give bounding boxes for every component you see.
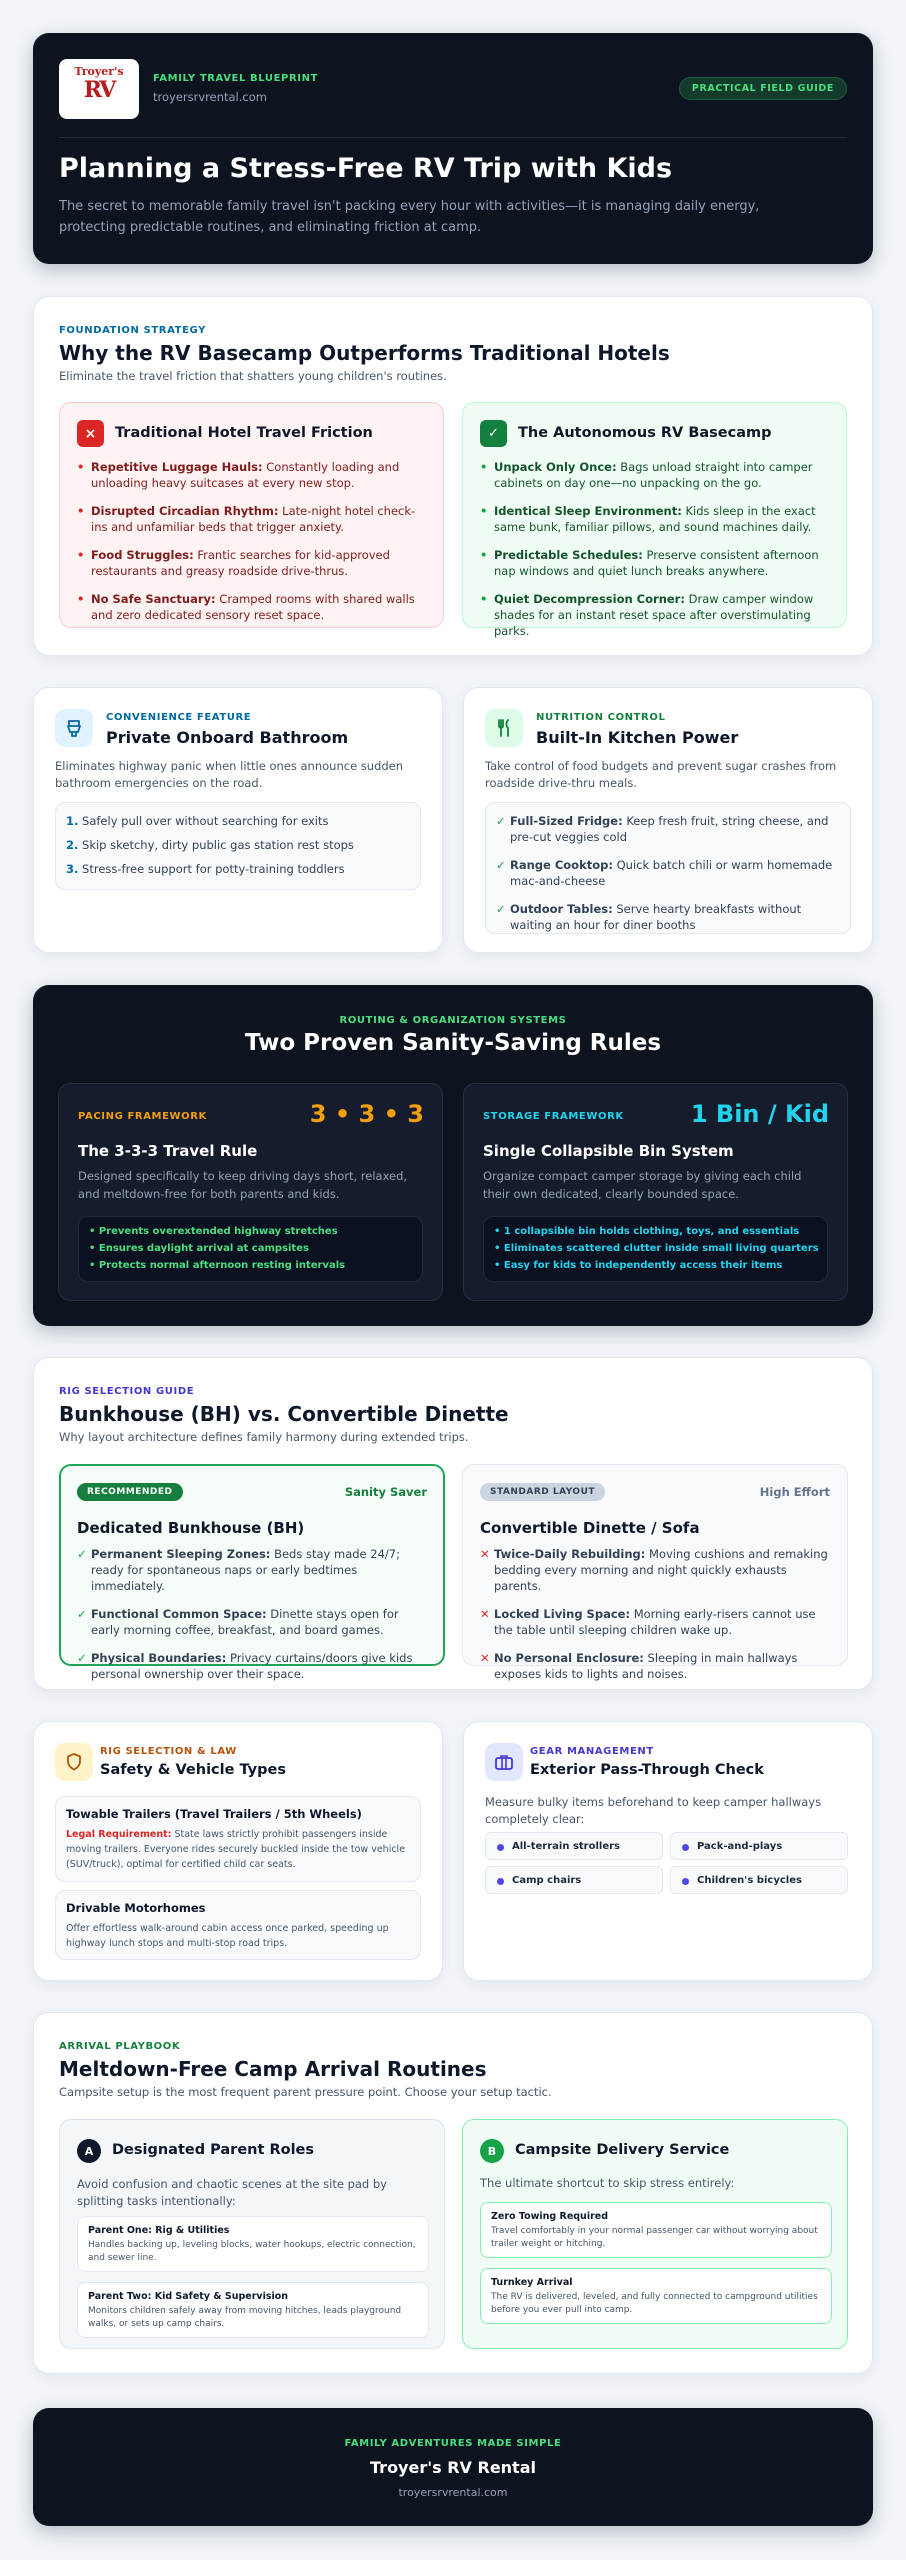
foundation-subtitle: Eliminate the travel friction that shatters young children's routines. bbox=[59, 369, 447, 383]
list-item: • 1 collapsible bin holds clothing, toys, and essentials bbox=[494, 1226, 800, 1237]
field-guide-badge: PRACTICAL FIELD GUIDE bbox=[679, 77, 847, 100]
list-item: • No Safe Sanctuary: Cramped rooms with shared walls and zero dedicated sensory reset space. bbox=[77, 591, 429, 623]
kitchen-title: Built-In Kitchen Power bbox=[536, 728, 739, 747]
pacing-eyebrow: PACING FRAMEWORK bbox=[78, 1111, 207, 1122]
page-title: Planning a Stress-Free RV Trip with Kids bbox=[59, 153, 673, 184]
pacing-title: The 3-3-3 Travel Rule bbox=[78, 1142, 258, 1160]
footer-site-link[interactable]: troyersrvrental.com bbox=[398, 2486, 508, 2499]
rv-basecamp-card bbox=[462, 402, 847, 638]
hotel-friction-card bbox=[59, 402, 444, 628]
list-item: • Prevents overextended highway stretches bbox=[89, 1226, 338, 1237]
parent-two-title: Parent Two: Kid Safety & Supervision bbox=[88, 2291, 289, 2302]
foundation-eyebrow: FOUNDATION STRATEGY bbox=[59, 325, 206, 336]
list-item: • Food Struggles: Frantic searches for kid-approved restaurants and greasy roadside drive-thrus. bbox=[77, 547, 429, 579]
dinette-card bbox=[462, 1464, 848, 1681]
delivery-desc: The ultimate shortcut to skip stress entirely: bbox=[480, 2176, 735, 2190]
parent-one-text: Handles backing up, leveling blocks, water hookups, electric connection, and sewer line. bbox=[88, 2240, 416, 2263]
towable-text: Legal Requirement: State laws strictly prohibit passengers inside moving trailers. Everyone rides securely buckled inside the tow vehicle (SUV/truck), optimal for certified child car seats. bbox=[66, 1829, 406, 1870]
storage-eyebrow: STORAGE FRAMEWORK bbox=[483, 1111, 624, 1122]
bunk-eyebrow: RIG SELECTION GUIDE bbox=[59, 1386, 195, 1397]
rules-title: Two Proven Sanity-Saving Rules bbox=[244, 1030, 662, 1056]
list-item: • Eliminates scattered clutter inside small living quarters bbox=[494, 1243, 819, 1254]
rv-card-title: The Autonomous RV Basecamp bbox=[518, 425, 772, 441]
gear-desc: Measure bulky items beforehand to keep camper hallways completely clear: bbox=[485, 1795, 822, 1826]
pacing-card bbox=[58, 1083, 443, 1301]
delivery-title: Campsite Delivery Service bbox=[515, 2142, 730, 2158]
hotel-card-title: Traditional Hotel Travel Friction bbox=[115, 425, 373, 441]
list-item: ✓ Outdoor Tables: Serve hearty breakfasts without waiting an hour for diner booths bbox=[496, 901, 841, 933]
list-item: ✕ No Personal Enclosure: Sleeping in main hallways exposes kids to lights and noises. bbox=[480, 1650, 832, 1682]
bunk-title: Bunkhouse (BH) vs. Convertible Dinette bbox=[59, 1402, 509, 1426]
footer-eyebrow: FAMILY ADVENTURES MADE SIMPLE bbox=[344, 2438, 562, 2449]
bathroom-desc: Eliminates highway panic when little ones announce sudden bathroom emergencies on the road. bbox=[55, 759, 404, 790]
foundation-section bbox=[33, 296, 873, 656]
list-item: • Ensures daylight arrival at campsites bbox=[89, 1243, 309, 1254]
list-item: • Predictable Schedules: Preserve consistent afternoon nap windows and quiet lunch breaks anywhere. bbox=[480, 547, 832, 579]
storage-card bbox=[463, 1083, 848, 1301]
zero-towing-text: Travel comfortably in your normal passenger car without worrying about trailer weight or hitching. bbox=[491, 2226, 818, 2249]
list-item: • Identical Sleep Environment: Kids sleep in the exact same bunk, familiar pillows, and sound machines daily. bbox=[480, 503, 832, 535]
parent-roles-card bbox=[59, 2119, 445, 2349]
utensils-icon bbox=[485, 709, 523, 747]
close-icon: × bbox=[77, 420, 104, 447]
hero-header bbox=[33, 33, 873, 264]
bathroom-card bbox=[33, 687, 443, 953]
high-effort-tag: High Effort bbox=[759, 1485, 830, 1499]
sanity-saver-tag: Sanity Saver bbox=[344, 1485, 427, 1499]
pacing-big-number: 3 • 3 • 3 bbox=[309, 1100, 424, 1128]
letter-b-icon: B bbox=[480, 2139, 504, 2163]
storage-title: Single Collapsible Bin System bbox=[483, 1142, 734, 1160]
list-item: • Disrupted Circadian Rhythm: Late-night hotel check-ins and unfamiliar beds that trigger anxiety. bbox=[77, 503, 429, 535]
kitchen-eyebrow: NUTRITION CONTROL bbox=[536, 712, 666, 723]
turnkey-title: Turnkey Arrival bbox=[491, 2277, 573, 2288]
recommended-badge: RECOMMENDED bbox=[77, 1483, 183, 1501]
list-item: ✕ Twice-Daily Rebuilding: Moving cushions and remaking bedding every morning and night quickly exhausts parents. bbox=[480, 1546, 832, 1594]
check-icon: ✓ bbox=[480, 420, 507, 447]
list-item: 3. Stress-free support for potty-training toddlers bbox=[66, 862, 345, 876]
parent-one-box bbox=[77, 2216, 429, 2272]
briefcase-icon bbox=[485, 1743, 523, 1781]
safety-eyebrow: RIG SELECTION & LAW bbox=[100, 1746, 237, 1757]
bunkhouse-title: Dedicated Bunkhouse (BH) bbox=[77, 1519, 305, 1537]
gear-chip: Children's bicycles bbox=[670, 1866, 848, 1894]
list-item: • Unpack Only Once: Bags unload straight into camper cabinets on day one—no unpacking on the go. bbox=[480, 459, 832, 491]
bunkhouse-list bbox=[77, 1546, 429, 1694]
list-item: ✓ Full-Sized Fridge: Keep fresh fruit, string cheese, and pre-cut veggies cold bbox=[496, 813, 841, 845]
gear-title: Exterior Pass-Through Check bbox=[530, 1762, 764, 1778]
delivery-service-card bbox=[462, 2119, 848, 2349]
header-divider bbox=[59, 137, 847, 138]
list-item: ✕ Locked Living Space: Morning early-risers cannot use the table until sleeping children wake up. bbox=[480, 1606, 832, 1638]
parent-two-box bbox=[77, 2282, 429, 2338]
parent-two-text: Monitors children safely away from moving hitches, leads playground walks, or sets up camp chairs. bbox=[88, 2306, 402, 2329]
list-item: • Quiet Decompression Corner: Draw camper window shades for an instant reset space after overstimulating parks. bbox=[480, 591, 832, 639]
list-item: • Repetitive Luggage Hauls: Constantly loading and unloading heavy suitcases at every new stop. bbox=[77, 459, 429, 491]
header-site-link[interactable]: troyersrvrental.com bbox=[153, 90, 267, 104]
pacing-desc: Designed specifically to keep driving days short, relaxed, and meltdown-free for both parents and kids. bbox=[78, 1169, 408, 1201]
storage-desc: Organize compact camper storage by giving each child their own dedicated, clearly bounded space. bbox=[483, 1169, 802, 1201]
gear-chip: All-terrain strollers bbox=[485, 1832, 663, 1860]
gear-chip: Camp chairs bbox=[485, 1866, 663, 1894]
arrival-eyebrow: ARRIVAL PLAYBOOK bbox=[59, 2041, 181, 2052]
list-item: 2. Skip sketchy, dirty public gas station rest stops bbox=[66, 838, 354, 852]
toilet-icon bbox=[55, 709, 93, 747]
rv-benefit-list bbox=[480, 459, 832, 651]
footer bbox=[33, 2408, 873, 2526]
roles-title: Designated Parent Roles bbox=[112, 2142, 315, 2158]
zero-towing-box bbox=[480, 2202, 832, 2258]
drivable-text: Offer effortless walk-around cabin access once parked, speeding up highway lunch stops and multi-stop road trips. bbox=[66, 1923, 389, 1949]
bathroom-steps bbox=[55, 802, 421, 890]
roles-desc: Avoid confusion and chaotic scenes at the site pad by splitting tasks intentionally: bbox=[77, 2177, 387, 2208]
pacing-benefits bbox=[78, 1216, 423, 1282]
bathroom-eyebrow: CONVENIENCE FEATURE bbox=[106, 712, 252, 723]
towable-title: Towable Trailers (Travel Trailers / 5th Wheels) bbox=[66, 1807, 362, 1821]
kitchen-card bbox=[463, 687, 873, 953]
bunkhouse-card bbox=[59, 1464, 445, 1681]
gear-chip: Pack-and-plays bbox=[670, 1832, 848, 1860]
gear-card bbox=[463, 1721, 873, 1981]
turnkey-arrival-box bbox=[480, 2268, 832, 2324]
list-item: ✓ Physical Boundaries: Privacy curtains/doors give kids personal ownership over their space. bbox=[77, 1650, 429, 1682]
safety-title: Safety & Vehicle Types bbox=[100, 1762, 286, 1778]
footer-brand: Troyer's RV Rental bbox=[370, 2458, 536, 2477]
storage-big-number: 1 Bin / Kid bbox=[690, 1100, 829, 1128]
zero-towing-title: Zero Towing Required bbox=[491, 2211, 609, 2222]
turnkey-text: The RV is delivered, leveled, and fully connected to campground utilities before you ever pull into camp. bbox=[491, 2292, 818, 2315]
bunkhouse-section bbox=[33, 1357, 873, 1690]
hotel-friction-list bbox=[77, 459, 429, 635]
list-item: ✓ Permanent Sleeping Zones: Beds stay made 24/7; ready for spontaneous naps or early bedtimes immediately. bbox=[77, 1546, 429, 1594]
bunk-subtitle: Why layout architecture defines family harmony during extended trips. bbox=[59, 1430, 469, 1444]
list-item: • Protects normal afternoon resting intervals bbox=[89, 1260, 346, 1271]
list-item: • Easy for kids to independently access their items bbox=[494, 1260, 783, 1271]
standard-layout-badge: STANDARD LAYOUT bbox=[480, 1483, 605, 1501]
dinette-title: Convertible Dinette / Sofa bbox=[480, 1519, 700, 1537]
list-item: 1. Safely pull over without searching for exits bbox=[66, 814, 329, 828]
kitchen-desc: Take control of food budgets and prevent sugar crashes from roadside drive-thru meals. bbox=[485, 759, 837, 790]
storage-benefits bbox=[483, 1216, 828, 1282]
dinette-list bbox=[480, 1546, 832, 1694]
letter-a-icon: A bbox=[77, 2139, 101, 2163]
drivable-title: Drivable Motorhomes bbox=[66, 1901, 206, 1915]
header-eyebrow: FAMILY TRAVEL BLUEPRINT bbox=[153, 73, 318, 84]
towable-box bbox=[55, 1796, 421, 1882]
kitchen-features bbox=[485, 802, 851, 934]
kitchen-list bbox=[496, 813, 841, 945]
arrival-subtitle: Campsite setup is the most frequent parent pressure point. Choose your setup tactic. bbox=[59, 2085, 552, 2099]
shield-icon bbox=[55, 1743, 93, 1781]
list-item: ✓ Functional Common Space: Dinette stays open for early morning coffee, breakfast, and board games. bbox=[77, 1606, 429, 1638]
brand-logo: Troyer's RV bbox=[59, 59, 139, 119]
gear-eyebrow: GEAR MANAGEMENT bbox=[530, 1746, 654, 1757]
rules-eyebrow: ROUTING & ORGANIZATION SYSTEMS bbox=[339, 1015, 567, 1026]
arrival-title: Meltdown-Free Camp Arrival Routines bbox=[59, 2057, 487, 2081]
arrival-section bbox=[33, 2012, 873, 2374]
bathroom-title: Private Onboard Bathroom bbox=[106, 728, 349, 747]
parent-one-title: Parent One: Rig & Utilities bbox=[88, 2225, 230, 2236]
page-subtitle: The secret to memorable family travel isn't packing every hour with activities—it is managing daily energy, protecting predictable routines, and eliminating friction at camp. bbox=[59, 199, 760, 235]
list-item: ✓ Range Cooktop: Quick batch chili or warm homemade mac-and-cheese bbox=[496, 857, 841, 889]
safety-card bbox=[33, 1721, 443, 1981]
foundation-title: Why the RV Basecamp Outperforms Traditional Hotels bbox=[59, 341, 670, 365]
drivable-box bbox=[55, 1890, 421, 1960]
rules-section bbox=[33, 985, 873, 1326]
